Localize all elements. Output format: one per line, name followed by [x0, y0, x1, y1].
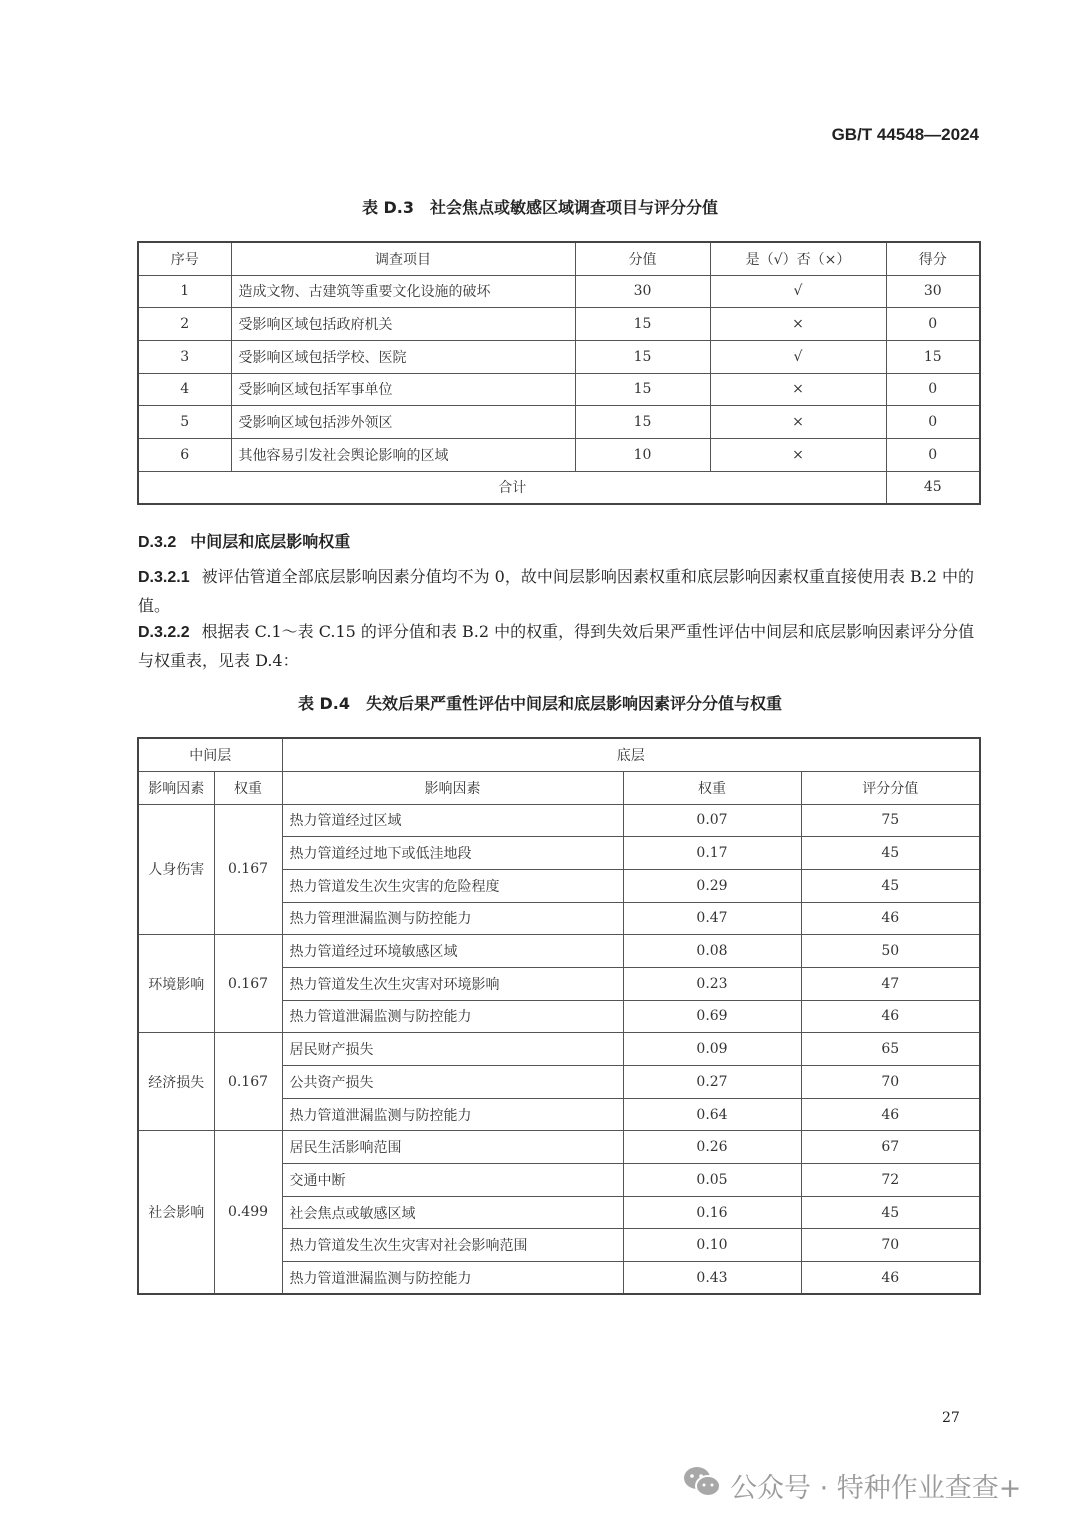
table-row: [138, 935, 980, 968]
bottom-score: 46: [801, 1262, 980, 1295]
cell-item: 受影响区域包括政府机关: [231, 308, 575, 341]
paragraph-number: D.3.2.1: [138, 569, 190, 586]
bottom-weight: 0.05: [623, 1164, 801, 1197]
header-middle-layer: 中间层: [138, 738, 282, 771]
header-bottom-weight: 权重: [623, 771, 801, 804]
group-header-row: [138, 738, 980, 771]
cell-yes-no: √: [710, 340, 886, 373]
bottom-score: 47: [801, 967, 980, 1000]
watermark-text: 公众号 · 特种作业查查+: [730, 1473, 1022, 1504]
bottom-score: 72: [801, 1164, 980, 1197]
section-number: D.3.2: [138, 534, 177, 551]
total-row: [138, 471, 980, 504]
watermark: [682, 1465, 1021, 1506]
header-mid-factor: 影响因素: [138, 771, 214, 804]
bottom-score: 70: [801, 1229, 980, 1262]
bottom-factor: 热力管道经过环境敏感区域: [282, 935, 623, 968]
paragraph-number: D.3.2.2: [138, 624, 190, 641]
cell-item: 其他容易引发社会舆论影响的区域: [231, 438, 575, 471]
cell-score: 15: [575, 340, 710, 373]
bottom-weight: 0.26: [623, 1131, 801, 1164]
bottom-factor: 热力管道经过区域: [282, 804, 623, 837]
middle-factor: 人身伤害: [138, 804, 214, 935]
wechat-icon: [682, 1465, 722, 1506]
table-d4: [137, 737, 981, 1295]
cell-result: 0: [886, 373, 980, 406]
bottom-weight: 0.09: [623, 1033, 801, 1066]
cell-item: 受影响区域包括军事单位: [231, 373, 575, 406]
table-row: [138, 275, 980, 308]
cell-score: 15: [575, 406, 710, 439]
bottom-weight: 0.43: [623, 1262, 801, 1295]
table-row: [138, 438, 980, 471]
cell-index: 2: [138, 308, 231, 341]
bottom-factor: 居民生活影响范围: [282, 1131, 623, 1164]
bottom-score: 65: [801, 1033, 980, 1066]
bottom-weight: 0.10: [623, 1229, 801, 1262]
cell-index: 5: [138, 406, 231, 439]
bottom-score: 67: [801, 1131, 980, 1164]
middle-factor: 环境影响: [138, 935, 214, 1033]
page-number: 27: [942, 1410, 960, 1426]
header-score: 分值: [575, 242, 710, 275]
bottom-factor: 居民财产损失: [282, 1033, 623, 1066]
cell-result: 0: [886, 308, 980, 341]
table-row: [138, 373, 980, 406]
cell-yes-no: ×: [710, 406, 886, 439]
total-value: 45: [886, 471, 980, 504]
bottom-factor: 热力管道泄漏监测与防控能力: [282, 1262, 623, 1295]
table-row: [138, 804, 980, 837]
bottom-weight: 0.16: [623, 1196, 801, 1229]
cell-yes-no: ×: [710, 438, 886, 471]
bottom-factor: 热力管道泄漏监测与防控能力: [282, 1000, 623, 1033]
header-item: 调查项目: [231, 242, 575, 275]
cell-yes-no: ×: [710, 373, 886, 406]
table-d3: [137, 241, 981, 505]
middle-factor: 经济损失: [138, 1033, 214, 1131]
paragraph-text: 被评估管道全部底层影响因素分值均不为 0，故中间层影响因素权重和底层影响因素权重直接使用表 B.2 中的值。: [138, 567, 975, 615]
table-row: [138, 340, 980, 373]
cell-item: 造成文物、古建筑等重要文化设施的破坏: [231, 275, 575, 308]
bottom-factor: 热力管道发生次生灾害的危险程度: [282, 869, 623, 902]
paragraph-text: 根据表 C.1～表 C.15 的评分值和表 B.2 中的权重，得到失效后果严重性评估中间层和底层影响因素评分分值与权重表，见表 D.4：: [138, 622, 975, 670]
standard-number: GB/T 44548—2024: [831, 125, 979, 144]
cell-score: 15: [575, 308, 710, 341]
bottom-weight: 0.17: [623, 837, 801, 870]
middle-weight: 0.167: [214, 804, 282, 935]
middle-weight: 0.167: [214, 935, 282, 1033]
table-row: [138, 1131, 980, 1164]
bottom-score: 46: [801, 1098, 980, 1131]
bottom-weight: 0.08: [623, 935, 801, 968]
table-row: [138, 308, 980, 341]
bottom-score: 45: [801, 837, 980, 870]
cell-index: 4: [138, 373, 231, 406]
bottom-weight: 0.69: [623, 1000, 801, 1033]
bottom-score: 46: [801, 1000, 980, 1033]
bottom-weight: 0.64: [623, 1098, 801, 1131]
bottom-factor: 热力管道发生次生灾害对环境影响: [282, 967, 623, 1000]
cell-item: 受影响区域包括学校、医院: [231, 340, 575, 373]
bottom-score: 75: [801, 804, 980, 837]
header-index: 序号: [138, 242, 231, 275]
bottom-factor: 交通中断: [282, 1164, 623, 1197]
bottom-score: 70: [801, 1066, 980, 1099]
header-bottom-factor: 影响因素: [282, 771, 623, 804]
bottom-weight: 0.27: [623, 1066, 801, 1099]
header-yes-no: 是（√）否（×）: [710, 242, 886, 275]
bottom-weight: 0.07: [623, 804, 801, 837]
cell-result: 30: [886, 275, 980, 308]
cell-index: 1: [138, 275, 231, 308]
section-heading: [138, 529, 350, 552]
bottom-weight: 0.29: [623, 869, 801, 902]
cell-result: 0: [886, 406, 980, 439]
bottom-score: 50: [801, 935, 980, 968]
bottom-factor: 热力管道发生次生灾害对社会影响范围: [282, 1229, 623, 1262]
cell-index: 3: [138, 340, 231, 373]
cell-index: 6: [138, 438, 231, 471]
table-header-row: [138, 242, 980, 275]
cell-yes-no: ×: [710, 308, 886, 341]
paragraph-1: [138, 563, 980, 619]
bottom-weight: 0.47: [623, 902, 801, 935]
cell-result: 0: [886, 438, 980, 471]
table-d3-title: 表 D.3 社会焦点或敏感区域调查项目与评分分值: [361, 198, 719, 217]
paragraph-2: [138, 618, 980, 674]
table-row: [138, 406, 980, 439]
header-bottom-score: 评分分值: [801, 771, 980, 804]
bottom-factor: 公共资产损失: [282, 1066, 623, 1099]
table-header-row: [138, 771, 980, 804]
bottom-score: 46: [801, 902, 980, 935]
cell-score: 10: [575, 438, 710, 471]
middle-weight: 0.499: [214, 1131, 282, 1294]
header-bottom-layer: 底层: [282, 738, 980, 771]
middle-weight: 0.167: [214, 1033, 282, 1131]
middle-factor: 社会影响: [138, 1131, 214, 1294]
table-row: [138, 1033, 980, 1066]
bottom-score: 45: [801, 869, 980, 902]
bottom-factor: 热力管理泄漏监测与防控能力: [282, 902, 623, 935]
bottom-weight: 0.23: [623, 967, 801, 1000]
bottom-factor: 社会焦点或敏感区域: [282, 1196, 623, 1229]
bottom-score: 45: [801, 1196, 980, 1229]
cell-result: 15: [886, 340, 980, 373]
table-d4-title: 表 D.4 失效后果严重性评估中间层和底层影响因素评分分值与权重: [297, 694, 783, 713]
total-label: 合计: [138, 471, 886, 504]
cell-yes-no: √: [710, 275, 886, 308]
cell-score: 30: [575, 275, 710, 308]
bottom-factor: 热力管道泄漏监测与防控能力: [282, 1098, 623, 1131]
header-mid-weight: 权重: [214, 771, 282, 804]
cell-score: 15: [575, 373, 710, 406]
section-title: 中间层和底层影响权重: [190, 532, 351, 551]
bottom-factor: 热力管道经过地下或低洼地段: [282, 837, 623, 870]
cell-item: 受影响区域包括涉外领区: [231, 406, 575, 439]
header-result: 得分: [886, 242, 980, 275]
